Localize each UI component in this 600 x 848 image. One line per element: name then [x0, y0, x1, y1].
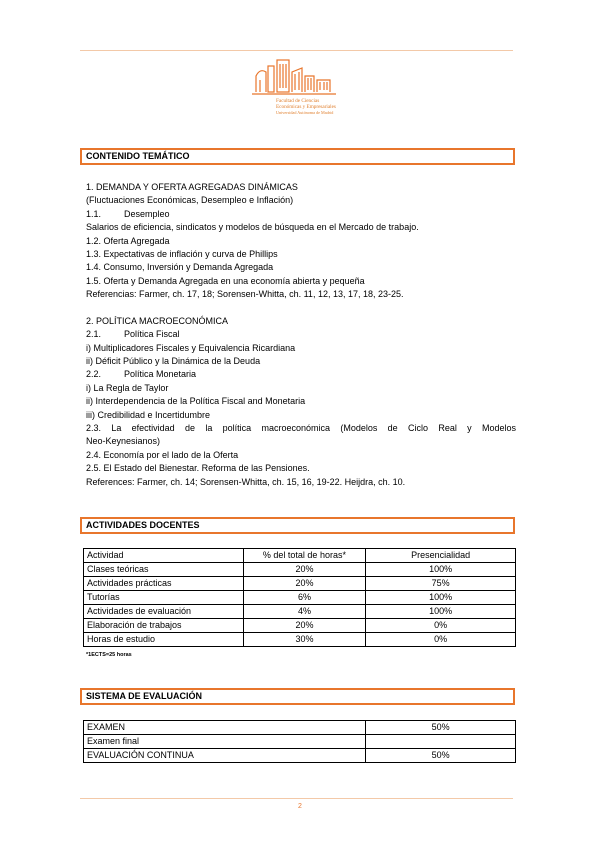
content-line: 2.4. Economía por el lado de la Oferta [86, 449, 239, 460]
table-cell: 6% [243, 591, 366, 605]
table-cell: Actividades de evaluación [84, 605, 244, 619]
page-number: 2 [298, 803, 302, 810]
logo-line-3: Universidad Autónoma de Madrid [276, 110, 334, 115]
table-cell: 0% [366, 619, 516, 633]
table-cell: Elaboración de trabajos [84, 619, 244, 633]
table-row [84, 735, 516, 749]
table-cell: EXAMEN [84, 721, 366, 735]
subheading-text: Política Fiscal [124, 329, 180, 340]
logo-line-1: Facultad de Ciencias [276, 98, 320, 104]
column-header: Actividad [84, 549, 244, 563]
sistema-evaluacion-header: SISTEMA DE EVALUACIÓN [80, 688, 515, 705]
content-line: i) La Regla de Taylor [86, 382, 169, 393]
content-line: ii) Déficit Público y la Dinámica de la Deuda [86, 356, 261, 367]
actividades-docentes-header: ACTIVIDADES DOCENTES [80, 517, 515, 534]
table-cell: 100% [366, 605, 516, 619]
table-cell: Horas de estudio [84, 633, 244, 647]
subheading-number: 2.1. [86, 329, 102, 340]
content-line: 2. POLÍTICA MACROECONÓMICA [86, 315, 229, 326]
content-line: References: Farmer, ch. 14; Sorensen-Whitta, ch. 15, 16, 19-22. Heijdra, ch. 10. [86, 476, 406, 487]
table-cell [366, 735, 516, 749]
column-header: Presencialidad [366, 549, 516, 563]
content-subheading [86, 368, 516, 381]
table-row [84, 619, 516, 633]
footer-rule [80, 798, 513, 799]
blank-line [86, 302, 516, 315]
table-cell: EVALUACIÓN CONTINUA [84, 749, 366, 763]
content-line: 1. DEMANDA Y OFERTA AGREGADAS DINÁMICAS [86, 182, 298, 192]
content-line: 1.4. Consumo, Inversión y Demanda Agregada [86, 262, 274, 273]
ects-note: *1ECTS=25 horas [86, 652, 132, 658]
faculty-logo [250, 58, 340, 120]
content-subheading [86, 328, 516, 341]
content-line: 1.3. Expectativas de inflación y curva de Phillips [86, 248, 278, 259]
table-cell: 0% [366, 633, 516, 647]
table-cell: 30% [243, 633, 366, 647]
content-line: ii) Interdependencia de la Política Fiscal and Monetaria [86, 396, 306, 407]
content-line: (Fluctuaciones Económicas, Desempleo e Inflación) [86, 195, 294, 206]
table-cell: Clases teóricas [84, 563, 244, 577]
subheading-text: Política Monetaria [124, 369, 197, 380]
table-row [84, 605, 516, 619]
table-cell: 50% [366, 749, 516, 763]
table-row [84, 749, 516, 763]
table-cell: 20% [243, 619, 366, 633]
content-line: i) Multiplicadores Fiscales y Equivalencia Ricardiana [86, 342, 296, 353]
table-cell: 20% [243, 577, 366, 591]
actividades-table [83, 548, 516, 647]
table-cell: 20% [243, 563, 366, 577]
subheading-number: 2.2. [86, 369, 102, 380]
header-rule [80, 50, 513, 51]
table-cell: Actividades prácticas [84, 577, 244, 591]
logo-line-2: Económicas y Empresariales [276, 104, 336, 110]
subheading-number: 1.1. [86, 208, 102, 219]
table-row [84, 577, 516, 591]
table-cell: 100% [366, 591, 516, 605]
content-line: 1.5. Oferta y Demanda Agregada en una economía abierta y pequeña [86, 275, 365, 286]
column-header: % del total de horas* [243, 549, 366, 563]
evaluacion-table [83, 720, 516, 763]
building-logo-icon [250, 58, 340, 98]
table-row [84, 721, 516, 735]
subheading-text: Desempleo [124, 208, 170, 219]
content-line: 2.3. La efectividad de la política macroeconómica (Modelos de Ciclo Real y Modelos [86, 423, 516, 434]
content-line: iii) Credibilidad e Incertidumbre [86, 409, 211, 420]
contenido-tematico-body [86, 181, 516, 489]
table-row [84, 633, 516, 647]
table-row [84, 563, 516, 577]
table-cell: 4% [243, 605, 366, 619]
table-row [84, 591, 516, 605]
table-cell: Examen final [84, 735, 366, 749]
table-cell: 75% [366, 577, 516, 591]
contenido-tematico-header: CONTENIDO TEMÁTICO [80, 148, 515, 165]
content-line: 1.2. Oferta Agregada [86, 235, 170, 246]
content-line: Neo-Keynesianos) [86, 436, 161, 447]
table-header-row [84, 549, 516, 563]
table-cell: Tutorías [84, 591, 244, 605]
content-line: 2.5. El Estado del Bienestar. Reforma de las Pensiones. [86, 463, 310, 474]
table-cell: 50% [366, 721, 516, 735]
content-line: Salarios de eficiencia, sindicatos y modelos de búsqueda en el Mercado de trabajo. [86, 222, 419, 233]
content-subheading [86, 208, 516, 221]
content-line: Referencias: Farmer, ch. 17, 18; Sorensen-Whitta, ch. 11, 12, 13, 17, 18, 23-25. [86, 289, 404, 300]
table-cell: 100% [366, 563, 516, 577]
